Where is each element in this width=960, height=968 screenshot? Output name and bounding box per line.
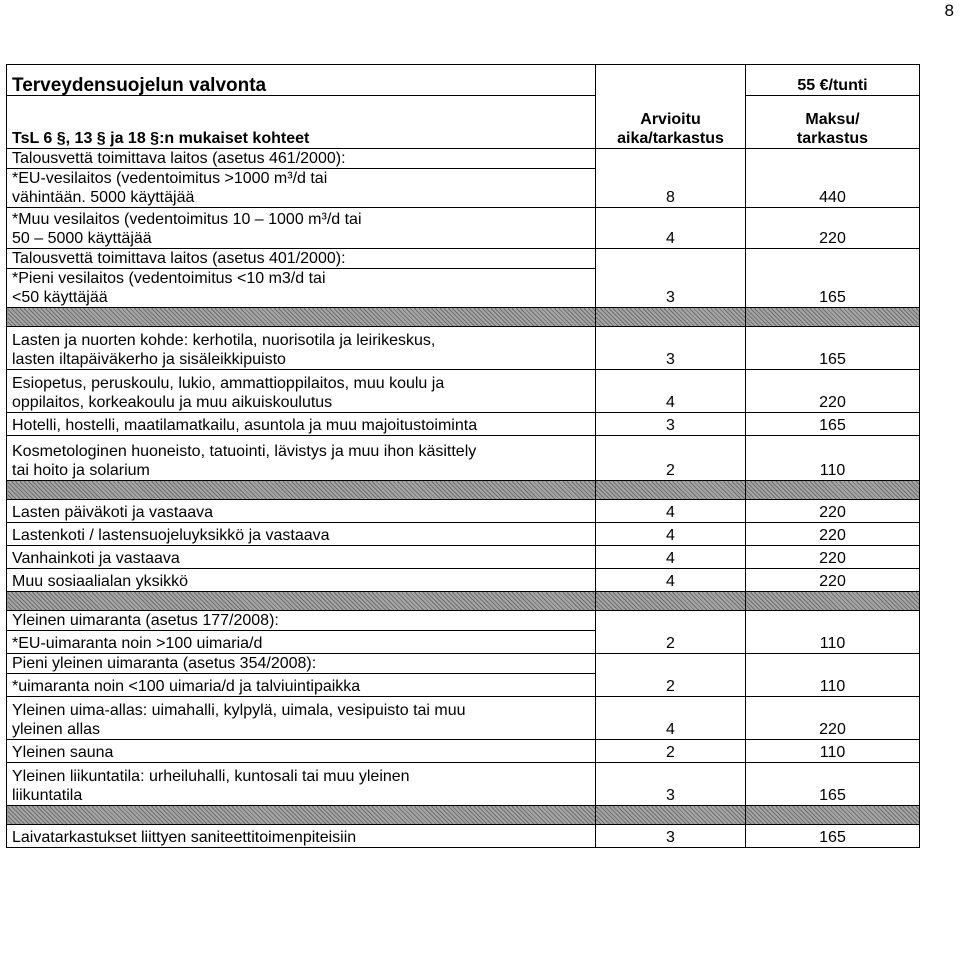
row-time: 3: [596, 763, 746, 806]
page-number: 8: [944, 1, 954, 20]
table-row: [7, 413, 920, 436]
group-heading-row: [7, 654, 920, 674]
row-fee: 440: [746, 169, 920, 208]
row-fee: 220: [746, 697, 920, 740]
section-separator: [7, 806, 920, 825]
row-fee: 110: [746, 631, 920, 654]
section-separator: [7, 308, 920, 327]
table-row: [7, 569, 920, 592]
column-header-fee: Maksu/ tarkastus: [746, 96, 920, 149]
row-fee: 165: [746, 825, 920, 848]
row-fee: 165: [746, 413, 920, 436]
row-fee: 110: [746, 674, 920, 697]
table-row: [7, 740, 920, 763]
table-header-row: [7, 65, 920, 96]
row-time: 4: [596, 569, 746, 592]
table-row: [7, 370, 920, 413]
row-time: 2: [596, 740, 746, 763]
row-fee: 220: [746, 523, 920, 546]
table-subheader-row: [7, 96, 920, 149]
group-heading: Yleinen uimaranta (asetus 177/2008):: [7, 611, 596, 631]
row-description: *Muu vesilaitos (vedentoimitus 10 – 1000 m³/d tai 50 – 5000 käyttäjää: [7, 208, 596, 249]
row-description: Yleinen uima-allas: uimahalli, kylpylä, uimala, vesipuisto tai muu yleinen allas: [7, 697, 596, 740]
row-description: *uimaranta noin <100 uimaria/d ja talviuintipaikka: [7, 674, 596, 697]
row-fee: 110: [746, 436, 920, 481]
table-row: [7, 631, 920, 654]
row-description: Yleinen liikuntatila: urheiluhalli, kuntosali tai muu yleinen liikuntatila: [7, 763, 596, 806]
table-row: [7, 674, 920, 697]
row-description: Kosmetologinen huoneisto, tatuointi, lävistys ja muu ihon käsittely tai hoito ja solarium: [7, 436, 596, 481]
row-description: Esiopetus, peruskoulu, lukio, ammattioppilaitos, muu koulu ja oppilaitos, korkeakoulu ja muu aikuiskoulutus: [7, 370, 596, 413]
row-time: 4: [596, 697, 746, 740]
row-description: Lasten ja nuorten kohde: kerhotila, nuorisotila ja leirikeskus, lasten iltapäiväkerho ja sisäleikkipuisto: [7, 327, 596, 370]
row-fee: 110: [746, 740, 920, 763]
table-row: [7, 523, 920, 546]
row-time: 2: [596, 436, 746, 481]
section-separator: [7, 481, 920, 500]
table-row: [7, 269, 920, 308]
row-fee: 165: [746, 269, 920, 308]
table-title: Terveydensuojelun valvonta: [7, 65, 596, 96]
row-time: 4: [596, 500, 746, 523]
row-time: 2: [596, 674, 746, 697]
row-description: Vanhainkoti ja vastaava: [7, 546, 596, 569]
row-time: 3: [596, 269, 746, 308]
header-empty-cell: [596, 65, 746, 96]
row-time: 3: [596, 825, 746, 848]
row-description: Muu sosiaalialan yksikkö: [7, 569, 596, 592]
table-subtitle: TsL 6 §, 13 § ja 18 §:n mukaiset kohteet: [7, 96, 596, 149]
column-header-time: Arvioitu aika/tarkastus: [596, 96, 746, 149]
row-description: Hotelli, hostelli, maatilamatkailu, asuntola ja muu majoitustoiminta: [7, 413, 596, 436]
row-time: 4: [596, 523, 746, 546]
row-description: Lasten päiväkoti ja vastaava: [7, 500, 596, 523]
group-heading-row: [7, 249, 920, 269]
table-row: [7, 327, 920, 370]
row-time: 8: [596, 169, 746, 208]
row-fee: 165: [746, 763, 920, 806]
table-row: [7, 500, 920, 523]
row-fee: 220: [746, 569, 920, 592]
table-row: [7, 436, 920, 481]
group-heading: Pieni yleinen uimaranta (asetus 354/2008):: [7, 654, 596, 674]
row-description: *EU-uimaranta noin >100 uimaria/d: [7, 631, 596, 654]
row-fee: 220: [746, 546, 920, 569]
inspection-fee-table: [6, 64, 920, 848]
row-time: 4: [596, 546, 746, 569]
row-fee: 220: [746, 500, 920, 523]
section-separator: [7, 592, 920, 611]
group-heading-row: [7, 149, 920, 169]
row-fee: 220: [746, 208, 920, 249]
row-fee: 165: [746, 327, 920, 370]
table-row: [7, 546, 920, 569]
row-time: 2: [596, 631, 746, 654]
row-time: 4: [596, 370, 746, 413]
group-heading: Talousvettä toimittava laitos (asetus 401/2000):: [7, 249, 596, 269]
row-time: 3: [596, 327, 746, 370]
row-description: *EU-vesilaitos (vedentoimitus >1000 m³/d tai vähintään. 5000 käyttäjää: [7, 169, 596, 208]
row-time: 3: [596, 413, 746, 436]
row-fee: 220: [746, 370, 920, 413]
row-description: Laivatarkastukset liittyen saniteettitoimenpiteisiin: [7, 825, 596, 848]
group-heading: Talousvettä toimittava laitos (asetus 461/2000):: [7, 149, 596, 169]
table-row: [7, 825, 920, 848]
row-time: 4: [596, 208, 746, 249]
row-description: Lastenkoti / lastensuojeluyksikkö ja vastaava: [7, 523, 596, 546]
table-row: [7, 169, 920, 208]
hourly-rate: 55 €/tunti: [746, 65, 920, 96]
table-row: [7, 763, 920, 806]
row-description: Yleinen sauna: [7, 740, 596, 763]
table-row: [7, 697, 920, 740]
row-description: *Pieni vesilaitos (vedentoimitus <10 m3/d tai <50 käyttäjää: [7, 269, 596, 308]
table-row: [7, 208, 920, 249]
group-heading-row: [7, 611, 920, 631]
